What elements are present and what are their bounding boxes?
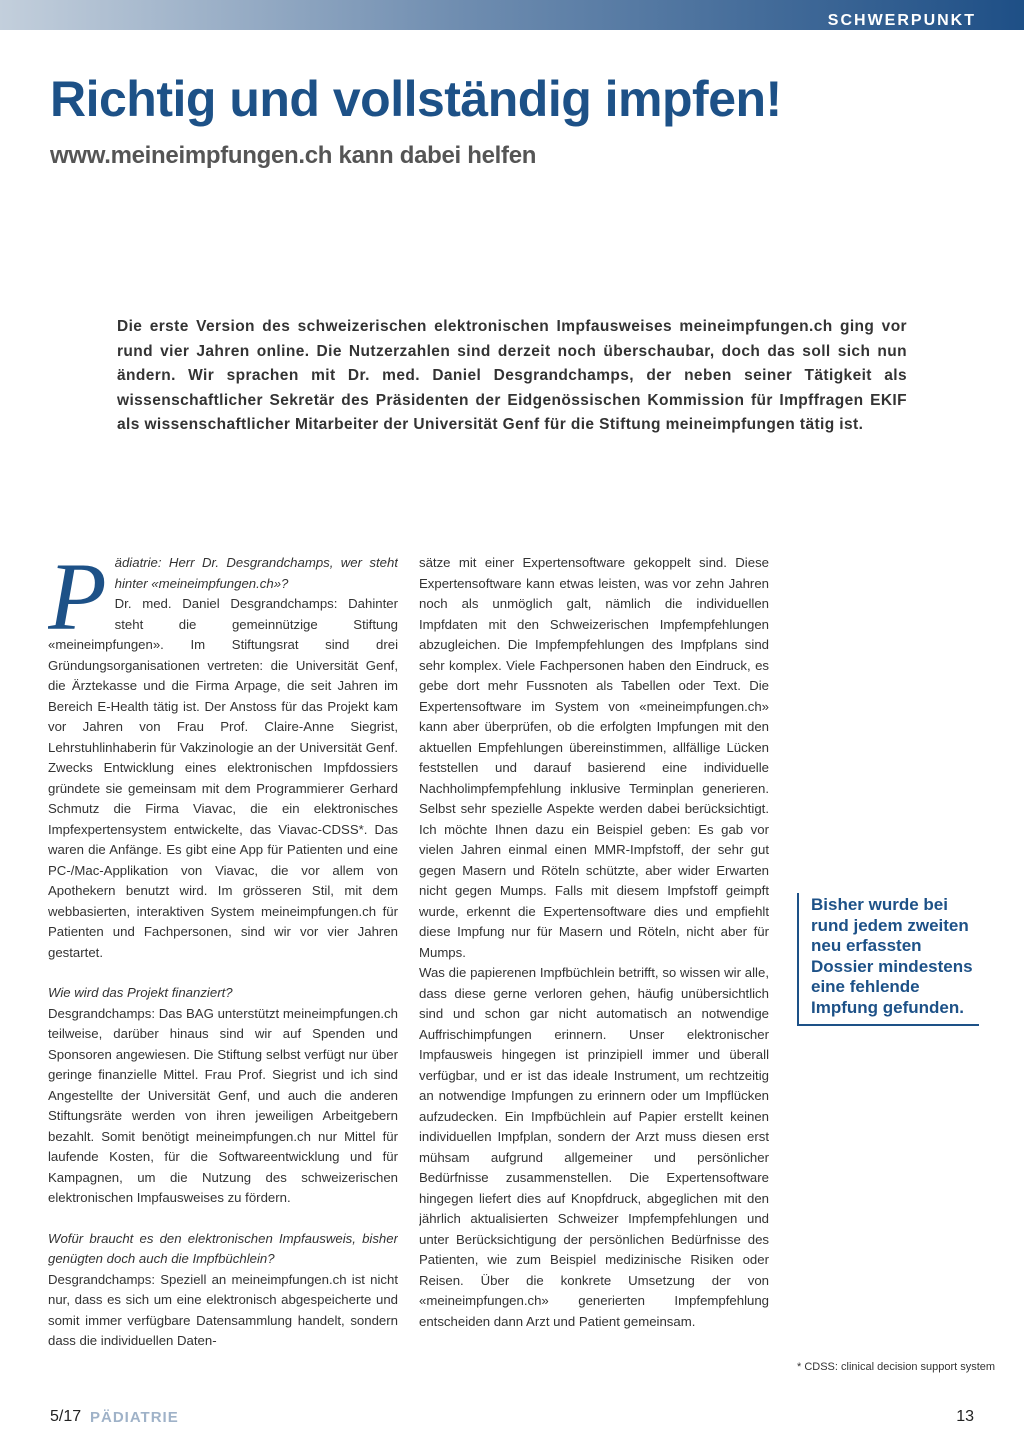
page-number: 13 [956, 1408, 974, 1425]
drop-cap: P [48, 553, 107, 650]
text-column-2 [419, 553, 769, 1383]
interview-question: Wie wird das Projekt finanziert? [48, 985, 233, 1000]
pull-quote: Bisher wurde bei rund jedem zweiten neu erfassten Dossier mindestens eine fehlende Impfung gefunden. [797, 893, 979, 1026]
interview-answer: Was die papierenen Impfbüchlein betrifft, so wissen wir alle, dass diese gerne verloren gehen, häufig unübersichtlich sind und schon gar nicht automatisch an notwendige Auffrischimpfungen erinnern. Unser elektronischer Impfausweis hingegen ist prinzipiell immer und überall verfügbar, und er ist das ideale Instrument, um rechtzeitig an notwendige Impfungen zu erinnern oder um Impflücken aufzudecken. Ein Impfbüchlein auf Papier erstellt keinen individuellen Impfplan, sondern der Arzt muss diesen erst mühsam aufgrund allgemeiner und persönlicher Bedürfnisse zusammenstellen. Die Expertensoftware hingegen liefert dies auf Knopfdruck, abgeglichen mit den jährlich aktualisierten Schweizer Impfempfehlungen und unter Berücksichtigung der persönlichen Bedürfnisse des Patienten, wie zum Beispiel medizinische Risiken oder Reisen. Über die konkrete Umsetzung der von «meineimpfungen.ch» generierten Impfempfehlung entscheiden dann Arzt und Patient gemeinsam. [419, 965, 769, 1329]
text-column-1 [48, 553, 398, 1383]
article-subtitle: www.meineimpfungen.ch kann dabei helfen [50, 142, 537, 169]
article-title: Richtig und vollständig impfen! [50, 71, 782, 127]
interview-question: ädiatrie: Herr Dr. Desgrandchamps, wer steht hinter «meineimpfungen.ch»? [114, 555, 398, 591]
section-label: SCHWERPUNKT [827, 12, 976, 29]
interview-answer: sätze mit einer Expertensoftware gekoppelt sind. Diese Expertensoftware kann etwas leisten, was vor zehn Jahren noch als unmöglich galt, nämlich die individuellen Impfdaten mit den Schweizerischen Impfempfehlungen abzugleichen. Die Impfempfehlungen des Impfplans sind sehr komplex. Viele Fachpersonen haben den Eindruck, es gebe dort mehr Fussnoten als Tabellen oder Text. Die Expertensoftware im System von «meineimpfungen.ch» kann aber überprüfen, ob die erfolgten Impfungen mit den aktuellen Empfehlungen übereinstimmen, allfällige Lücken feststellen und darauf basierend eine individuelle Nachholimpfempfehlung inklusive Terminplan generieren. Selbst sehr spezielle Aspekte werden dabei berücksichtigt. Ich möchte Ihnen dazu ein Beispiel geben: Es gab vor vielen Jahren einmal einen MMR-Impfstoff, der sehr gut gegen Masern und Röteln schützte, aber wider Erwarten nicht gegen Mumps. Falls mit diesem Impfstoff geimpft wurde, erkennt die Expertensoftware dies und empfiehlt diese Impfung nur für Masern und Röteln, nicht aber für Mumps. [419, 555, 769, 960]
interview-answer: Desgrandchamps: Speziell an meineimpfungen.ch ist nicht nur, dass es sich um eine elektronisch abgespeicherte und somit immer verfügbare Datensammlung handelt, sondern dass die individuellen Daten- [48, 1271, 398, 1348]
issue-number: 5/17 [50, 1408, 82, 1425]
magazine-name: PÄDIATRIE [90, 1409, 179, 1426]
interview-question: Wofür braucht es den elektronischen Impfausweis, bisher genügten doch auch die Impfbüchlein? [48, 1230, 398, 1266]
interview-answer: Desgrandchamps: Das BAG unterstützt meineimpfungen.ch teilweise, darüber hinaus sind wir auf Spenden und Sponsoren angewiesen. Die Stiftung selbst verfügt nur über geringe finanzielle Mittel. Frau Prof. Siegrist und ich sind Angestellte der Universität Genf, und auch die anderen Stiftungsräte werden von ihren jeweiligen Arbeitgebern bezahlt. Somit benötigt meineimpfungen.ch nur Mittel für laufende Kosten, für die Softwareentwicklung und für Kampagnen, um die Nutzung des schweizerischen elektronischen Impfausweises zu fördern. [48, 1005, 398, 1205]
footnote: * CDSS: clinical decision support system [797, 1361, 996, 1373]
interview-answer: Dr. med. Daniel Desgrandchamps: Dahinter steht die gemeinnützige Stiftung «meineimpfungen». Im Stiftungsrat sind drei Gründungsorganisationen vertreten: die Universität Genf, die Ärztekasse und die Firma Arpage, die seit Jahren im Bereich E-Health tätig ist. Der Anstoss für das Projekt kam vor Jahren von Frau Prof. Claire-Anne Siegrist, Lehrstuhlinhaberin für Vakzinologie an der Universität Genf. Zwecks Entwicklung eines elektronischen Impfdossiers gründete sie gemeinsam mit dem Programmierer Gerhard Schmutz die Firma Viavac, die ein elektronisches Impfexpertensystem entwickelte, das Viavac-CDSS*. Das waren die Anfänge. Es gibt eine App für Patienten und eine PC-/Mac-Applikation von Viavac, die vor allem von Apothekern benutzt wird. Im grösseren Stil, mit dem webbasierten, interaktiven System meineimpfungen.ch für Patienten und Fachpersonen, sind wir vor vier Jahren gestartet. [48, 596, 398, 960]
article-lead: Die erste Version des schweizerischen elektronischen Impfausweises meineimpfungen.ch ging vor rund vier Jahren online. Die Nutzerzahlen sind derzeit noch überschaubar, doch das soll sich nun ändern. Wir sprachen mit Dr. med. Daniel Desgrandchamps, der neben seiner Tätigkeit als wissenschaftlicher Sekretär des Präsidenten der Eidgenössischen Kommission für Impffragen EKIF als wissenschaftlicher Mitarbeiter der Universität Genf für die Stiftung meineimpfungen tätig ist. [117, 318, 907, 433]
